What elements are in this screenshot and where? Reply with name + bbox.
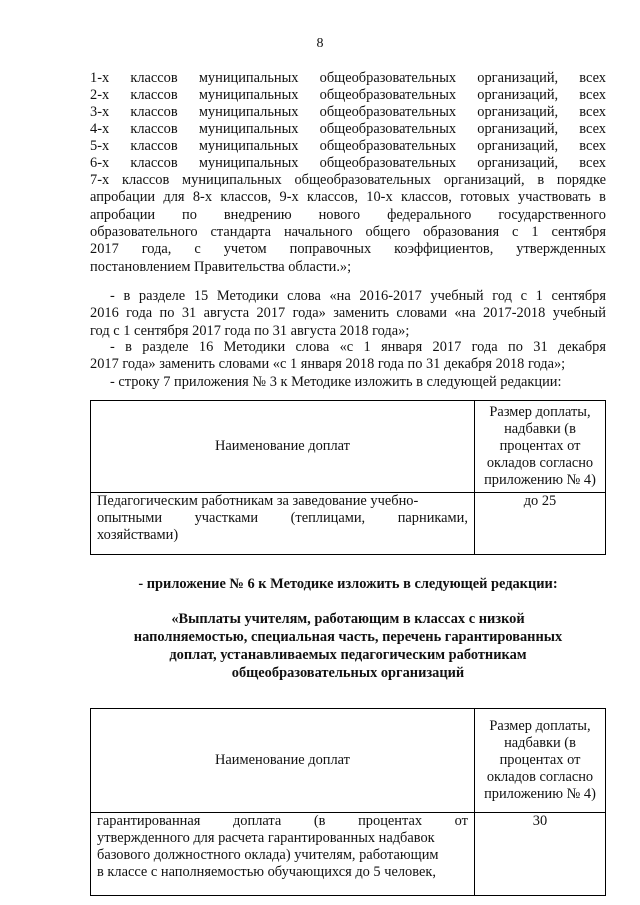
appendix-6-heading: - приложение № 6 к Методике изложить в следующей редакции: [138,576,558,592]
page-number: 8 [316,36,324,51]
table1-row-line: Педагогическим работникам за заведование учебно- [97,493,419,509]
class-line: 2-х классов муниципальных общеобразовательных организаций, всех [90,87,606,103]
class-line: 6-х классов муниципальных общеобразовательных организаций, всех [90,155,606,171]
title-line: доплат, устанавливаемых педагогическим работникам [169,647,527,663]
table2-row-name [91,812,475,895]
para1-line: апробации по внедрению нового федерального государственного [90,206,606,223]
table1-row-name [91,493,475,555]
para1-line: постановлением Правительства области.»; [90,258,352,275]
para2-line: год с 1 сентября 2017 года по 31 августа 2018 года»; [90,322,410,339]
para2-line: - в разделе 15 Методики слова «на 2016-2017 учебный год с 1 сентября [110,288,606,304]
table-appendix-6 [90,708,606,896]
title-line: общеобразовательных организаций [231,665,465,681]
table2-header-size: Размер доплаты, надбавки (в процентах от окладов согласно приложению № 4) [475,709,606,813]
table-appendix-3 [90,400,606,555]
table2-row-line: базового должностного оклада) учителям, работающим [97,846,439,863]
para1-line: 7-х классов муниципальных общеобразовательных организаций, в порядке [90,172,606,188]
para2-line: 2016 года по 31 августа 2017 года» заменить словами «на 2017-2018 учебный [90,305,606,322]
para1-line: образовательного стандарта начального общего образования с 1 сентября [90,223,606,240]
para1-line: 2017 года, с учетом поправочных коэффициентов, утвержденных [90,241,606,258]
class-line: 4-х классов муниципальных общеобразовательных организаций, всех [90,121,606,137]
title-line: наполняемостью, специальная часть, перечень гарантированных [133,629,563,645]
para1-line: апробации для 8-х классов, 9-х классов, 10-х классов, готовых участвовать в [90,189,606,206]
table2-row-value: 30 [475,812,606,895]
table2-row-line: в классе с наполняемостью обучающихся до 5 человек, [97,863,436,880]
table1-row-line: опытными участками (теплицами, парниками, [97,510,468,526]
title-line: «Выплаты учителям, работающим в классах с низкой [171,611,525,627]
table2-row-line: гарантированная доплата (в процентах от [97,812,468,829]
table1-header-size: Размер доплаты, надбавки (в процентах от окладов согласно приложению № 4) [475,401,606,493]
para3-line: 2017 года» заменить словами «с 1 января 2018 года по 31 декабря 2018 года»; [90,356,566,373]
table2-header-name: Наименование доплат [91,709,475,813]
para3-line: - в разделе 16 Методики слова «с 1 января 2017 года по 31 декабря [110,339,606,355]
table2-row-line: утвержденного для расчета гарантированных надбавок [97,829,435,846]
class-line: 3-х классов муниципальных общеобразовательных организаций, всех [90,104,606,120]
class-line: 5-х классов муниципальных общеобразовательных организаций, всех [90,138,606,154]
table1-header-name: Наименование доплат [91,401,475,493]
paragraph-row-7: - строку 7 приложения № 3 к Методике изложить в следующей редакции: [110,374,562,390]
table1-row-value: до 25 [475,493,606,555]
class-line: 1-х классов муниципальных общеобразовательных организаций, всех [90,70,606,86]
table1-row-line: хозяйствами) [97,527,179,543]
